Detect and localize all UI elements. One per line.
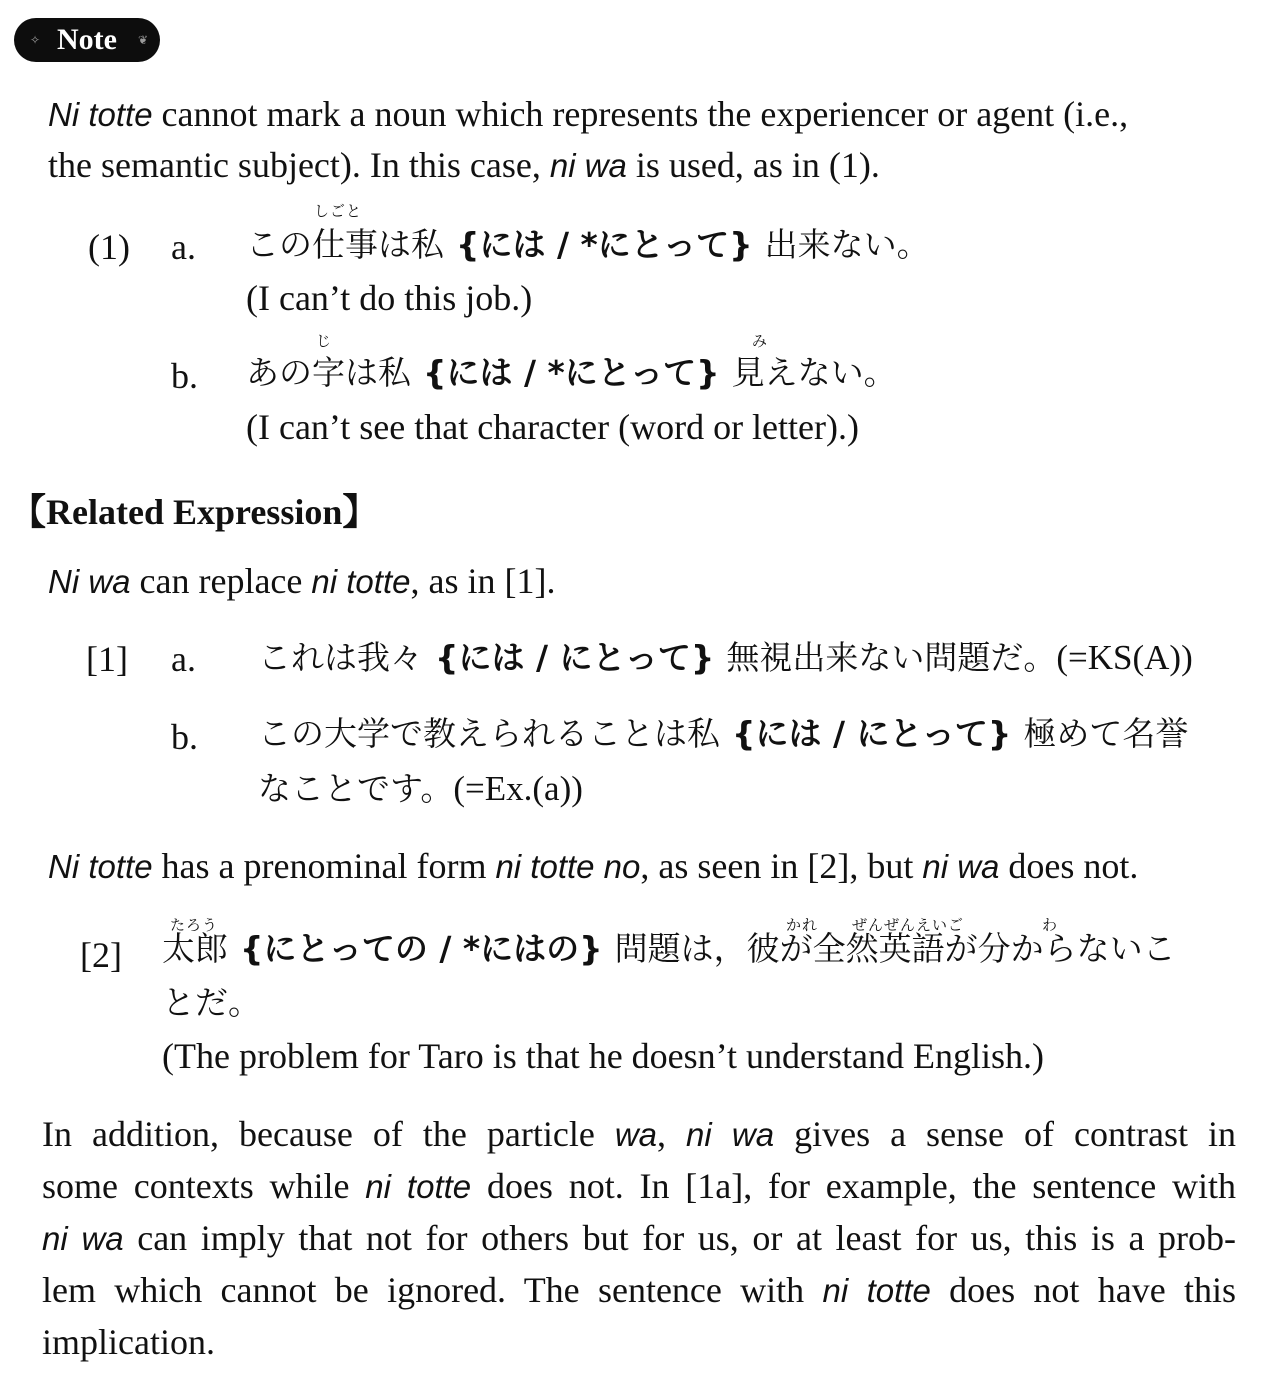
example-1b-gloss: (I can’t see that character (word or letter).) xyxy=(246,407,859,447)
example-number-r1: [1] xyxy=(86,639,128,679)
example-number-r2: [2] xyxy=(80,935,122,975)
example-r1b-letter: b. xyxy=(171,717,198,757)
closing-paragraph-line-3: ni wa can imply that not for others but for us, or at least for us, this is a prob- xyxy=(42,1218,1236,1258)
example-1a-gloss: (I can’t do this job.) xyxy=(246,278,533,318)
ruby-ji: じ xyxy=(316,332,333,350)
closing-paragraph-line-2: some contexts while ni totte does not. In [1a], for example, the sentence with xyxy=(42,1166,1236,1206)
ruby-shigoto: しごと xyxy=(314,202,363,220)
example-r1b-japanese-line-1: この大学で教えられることは私 {には / にとって} 極めて名誉 xyxy=(258,714,1189,753)
example-r1a-japanese: これは我々 {には / にとって} 無視出来ない問題だ。(=KS(A)) xyxy=(258,638,1193,677)
prenominal-paragraph: Ni totte has a prenominal form ni totte no, as seen in [2], but ni wa does not. xyxy=(48,846,1139,886)
ruby-mi: み xyxy=(752,332,769,350)
example-r2-japanese-line-1: 太郎 {にとっての / *にはの} 問題は，彼が全然英語が分からないこ xyxy=(162,929,1176,968)
related-expression-heading: 【Related Expression】 xyxy=(10,492,379,532)
sparkle-icon: ✧ xyxy=(29,33,41,47)
note-label: Note xyxy=(57,23,117,56)
example-1a-letter: a. xyxy=(171,227,196,267)
ruby-zenzen-eigo: ぜんぜんえいご xyxy=(852,916,965,934)
closing-paragraph-line-4: lem which cannot be ignored. The sentence with ni totte does not have this xyxy=(42,1270,1236,1310)
ruby-kare: かれ xyxy=(786,916,819,934)
example-number-1: (1) xyxy=(88,227,130,267)
related-intro: Ni wa can replace ni totte, as in [1]. xyxy=(48,561,556,601)
note-paragraph-line-2: the semantic subject). In this case, ni wa is used, as in (1). xyxy=(48,145,880,185)
example-r1b-japanese-line-2: なことです。(=Ex.(a)) xyxy=(258,769,583,808)
example-r1a-letter: a. xyxy=(171,639,196,679)
example-1b-letter: b. xyxy=(171,356,198,396)
note-badge xyxy=(14,18,160,62)
example-1b-japanese: あの字は私 {には / *にとって} 見えない。 xyxy=(246,353,897,392)
note-paragraph-line-1: Ni totte cannot mark a noun which represents the experiencer or agent (i.e., xyxy=(48,94,1129,134)
closing-paragraph-line-1: In addition, because of the particle wa, ni wa gives a sense of contrast in xyxy=(42,1114,1236,1154)
example-r2-japanese-line-2: とだ。 xyxy=(162,983,261,1022)
closing-paragraph-line-5: implication. xyxy=(42,1322,215,1362)
example-r2-gloss: (The problem for Taro is that he doesn’t understand English.) xyxy=(162,1036,1044,1076)
ruby-taro: たろう xyxy=(170,916,219,934)
flourish-icon: ❦ xyxy=(137,33,149,47)
ruby-wa: わ xyxy=(1042,916,1059,934)
example-1a-japanese: この仕事は私 {には / *にとって} 出来ない。 xyxy=(246,225,930,264)
